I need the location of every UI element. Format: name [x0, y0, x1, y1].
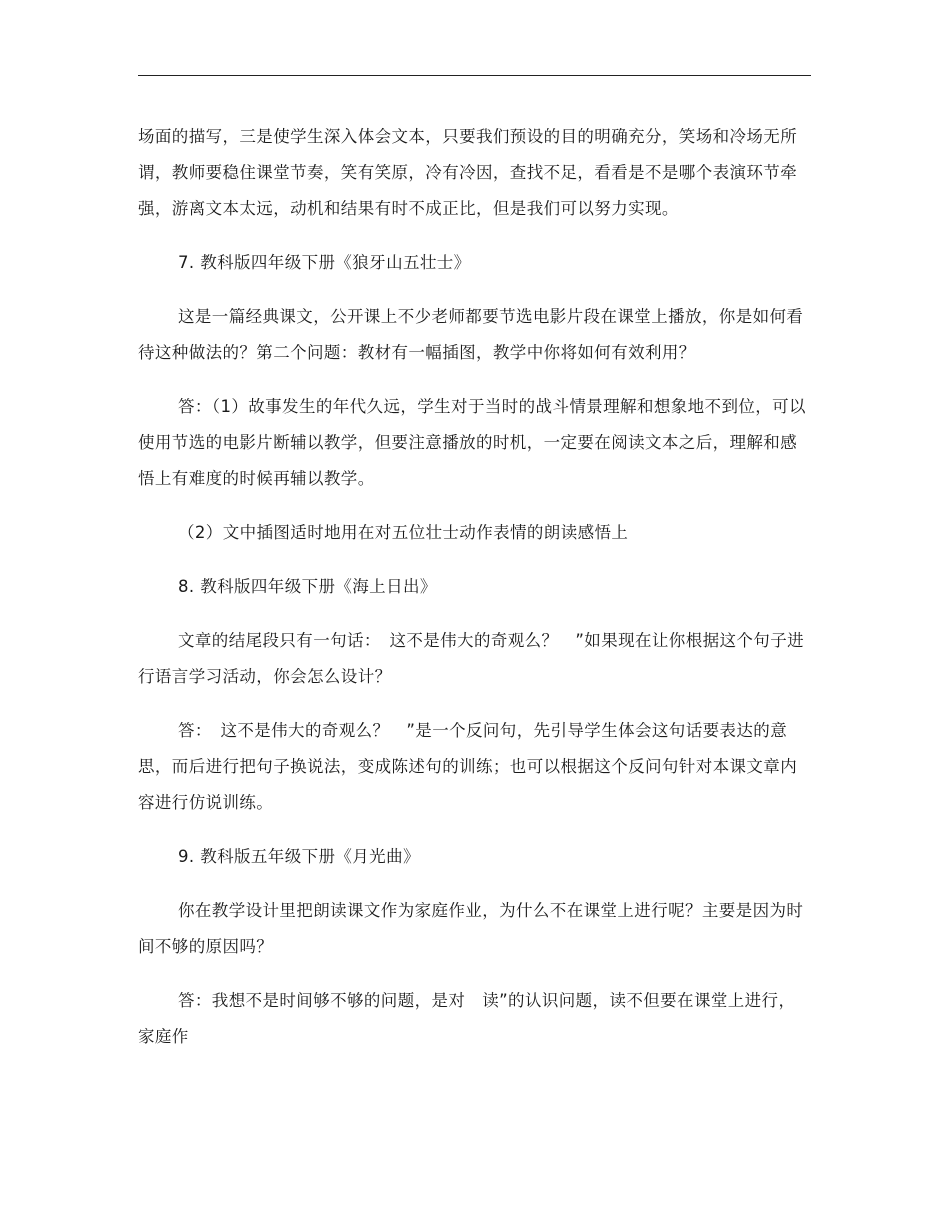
- answer-9: 答：我想不是时间够不够的问题，是对 读”的认识问题，读不但要在课堂上进行，家庭作: [138, 991, 796, 1046]
- answer-7-part-1: 答：（1）故事发生的年代久远，学生对于当时的战斗情景理解和想象地不到位，可以使用节选的电影片断辅以教学，但要注意播放的时机，一定要在阅读文本之后，理解和感悟上有难度的时候再辅以教学。: [138, 397, 806, 488]
- question-7: 这是一篇经典课文，公开课上不少老师都要节选电影片段在课堂上播放，你是如何看待这种做法的？第二个问题：教材有一幅插图，教学中你将如何有效利用？: [138, 307, 804, 362]
- header-rule: [138, 75, 811, 76]
- section-heading-7: 7. 教科版四年级下册《狼牙山五壮士》: [178, 253, 471, 272]
- question-8: 文章的结尾段只有一句话： 这不是伟大的奇观么？ ”如果现在让你根据这个句子进行语言学习活动，你会怎么设计？: [138, 631, 804, 686]
- section-heading-8: 8. 教科版四年级下册《海上日出》: [178, 577, 437, 596]
- section-heading-9: 9. 教科版五年级下册《月光曲》: [178, 847, 420, 866]
- document-body: [138, 119, 811, 1055]
- question-9: 你在教学设计里把朗读课文作为家庭作业，为什么不在课堂上进行呢？主要是因为时间不够的原因吗？: [138, 901, 804, 956]
- paragraph-intro-continuation: 场面的描写，三是使学生深入体会文本，只要我们预设的目的明确充分，笑场和冷场无所谓，教师要稳住课堂节奏，笑有笑原，冷有冷因，查找不足，看看是不是哪个表演环节牵强，游离文本太远，动机和结果有时不成正比，但是我们可以努力实现。: [138, 127, 798, 218]
- answer-8: 答： 这不是伟大的奇观么？ ”是一个反问句，先引导学生体会这句话要表达的意思，而后进行把句子换说法，变成陈述句的训练；也可以根据这个反问句针对本课文章内容进行仿说训练。: [138, 721, 798, 812]
- answer-7-part-2: （2）文中插图适时地用在对五位壮士动作表情的朗读感悟上: [178, 523, 629, 542]
